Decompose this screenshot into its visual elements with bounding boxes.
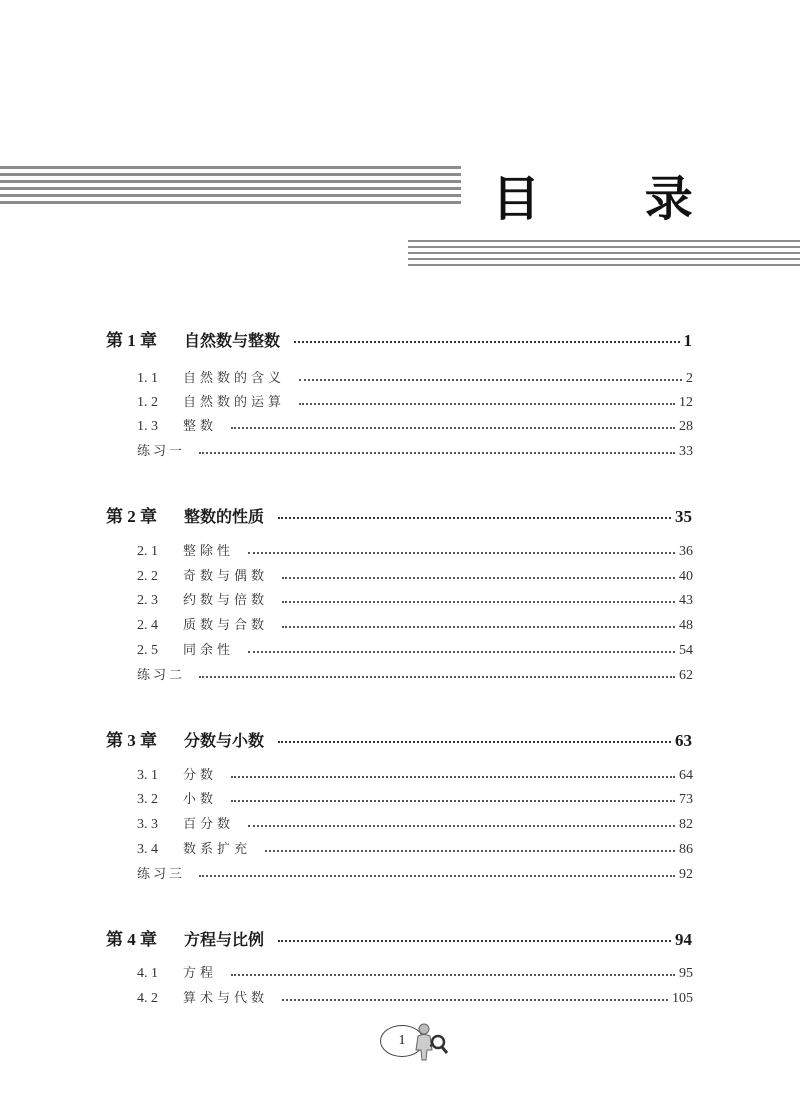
dot-leader	[278, 517, 671, 519]
toc-page-number: 36	[679, 544, 693, 559]
toc-entry-number: 第 1 章	[106, 331, 157, 350]
toc-chapter-row[interactable]	[106, 726, 692, 751]
toc-entry-number: 3. 3	[137, 817, 158, 832]
page-title: 目 录	[492, 171, 737, 227]
toc-entry-title: 方程	[183, 966, 218, 981]
dot-leader	[248, 552, 675, 554]
toc-page-number: 40	[679, 569, 693, 584]
toc-chapter-row[interactable]	[106, 326, 692, 351]
dot-leader	[248, 825, 675, 827]
toc-entry-number: 3. 2	[137, 792, 158, 807]
toc-entry-title: 自然数的含义	[183, 371, 286, 386]
toc-section-row[interactable]	[137, 962, 693, 982]
toc-entry-title: 练习三	[137, 867, 186, 882]
toc-entry-title: 分数	[183, 768, 218, 783]
toc-chapter-row[interactable]	[106, 925, 692, 950]
toc-entry-number: 1. 1	[137, 371, 158, 386]
toc-page-number: 28	[679, 419, 693, 434]
toc-page-number: 62	[679, 668, 693, 683]
toc-entry-title: 约数与倍数	[183, 593, 269, 608]
toc-entry-title: 练习一	[137, 444, 186, 459]
toc-page-number: 86	[679, 842, 693, 857]
toc-section-row[interactable]	[137, 614, 693, 634]
toc-page-number: 2	[686, 371, 693, 386]
toc-section-row[interactable]	[137, 813, 693, 833]
toc-section-row[interactable]	[137, 540, 693, 560]
toc-entry-number: 第 4 章	[106, 930, 157, 949]
toc-page-number: 82	[679, 817, 693, 832]
toc-page-number: 64	[679, 768, 693, 783]
toc-entry-title: 自然数与整数	[184, 331, 281, 350]
toc-entry-number: 4. 1	[137, 966, 158, 981]
toc-entry-number: 第 3 章	[106, 731, 157, 750]
dot-leader	[199, 875, 675, 877]
page-footer	[380, 1022, 450, 1062]
toc-section-row[interactable]	[137, 415, 693, 435]
decorative-lines-left	[0, 166, 461, 214]
toc-page-number: 43	[679, 593, 693, 608]
toc-entry-number: 3. 4	[137, 842, 158, 857]
toc-entry-number: 3. 1	[137, 768, 158, 783]
decorative-lines-right	[408, 240, 800, 270]
dot-leader	[282, 577, 675, 579]
toc-entry-number: 2. 1	[137, 544, 158, 559]
page-number: 1	[380, 1025, 424, 1057]
toc-section-row[interactable]	[137, 838, 693, 858]
toc-section-row[interactable]	[137, 565, 693, 585]
dot-leader	[265, 850, 675, 852]
toc-page-number: 48	[679, 618, 693, 633]
toc-entry-number: 1. 3	[137, 419, 158, 434]
toc-section-row[interactable]	[137, 391, 693, 411]
toc-page-number: 92	[679, 867, 693, 882]
toc-entry-title: 小数	[183, 792, 218, 807]
toc-page-number: 105	[672, 991, 693, 1006]
dot-leader	[199, 452, 675, 454]
dot-leader	[231, 800, 675, 802]
dot-leader	[248, 651, 675, 653]
toc-page-number: 1	[683, 331, 692, 350]
dot-leader	[199, 676, 675, 678]
toc-entry-title: 数系扩充	[183, 842, 252, 857]
toc-chapter-row[interactable]	[106, 502, 692, 527]
toc-entry-title: 算术与代数	[183, 991, 269, 1006]
toc-section-row[interactable]	[137, 589, 693, 609]
toc-entry-number: 2. 5	[137, 643, 158, 658]
toc-exercise-row[interactable]	[137, 664, 693, 684]
toc-page-number: 63	[675, 731, 692, 750]
dot-leader	[282, 999, 668, 1001]
toc-entry-title: 质数与合数	[183, 618, 269, 633]
dot-leader	[294, 341, 679, 343]
dot-leader	[231, 427, 675, 429]
toc-entry-number: 2. 2	[137, 569, 158, 584]
toc-page-number: 95	[679, 966, 693, 981]
toc-entry-title: 百分数	[183, 817, 235, 832]
toc-entry-number: 2. 4	[137, 618, 158, 633]
toc-page-number: 73	[679, 792, 693, 807]
person-with-magnifier-icon	[414, 1022, 448, 1062]
toc-entry-title: 自然数的运算	[183, 395, 286, 410]
toc-page-number: 12	[679, 395, 693, 410]
toc-entry-title: 整除性	[183, 544, 235, 559]
toc-entry-title: 整数的性质	[184, 507, 265, 526]
dot-leader	[278, 940, 671, 942]
toc-entry-title: 整数	[183, 419, 218, 434]
toc-entry-number: 第 2 章	[106, 507, 157, 526]
toc-section-row[interactable]	[137, 987, 693, 1007]
toc-page-number: 54	[679, 643, 693, 658]
dot-leader	[231, 974, 675, 976]
toc-section-row[interactable]	[137, 764, 693, 784]
toc-section-row[interactable]	[137, 367, 693, 387]
toc-entry-number: 1. 2	[137, 395, 158, 410]
toc-entry-title: 方程与比例	[184, 930, 265, 949]
toc-page-number: 94	[675, 930, 692, 949]
dot-leader	[231, 776, 675, 778]
dot-leader	[282, 601, 675, 603]
toc-entry-title: 奇数与偶数	[183, 569, 269, 584]
dot-leader	[278, 741, 671, 743]
toc-page-number: 35	[675, 507, 692, 526]
dot-leader	[299, 403, 675, 405]
toc-entry-title: 分数与小数	[184, 731, 265, 750]
toc-section-row[interactable]	[137, 788, 693, 808]
toc-entry-number: 4. 2	[137, 991, 158, 1006]
toc-section-row[interactable]	[137, 639, 693, 659]
toc-exercise-row[interactable]	[137, 440, 693, 460]
dot-leader	[282, 626, 675, 628]
toc-page-number: 33	[679, 444, 693, 459]
toc-entry-title: 同余性	[183, 643, 235, 658]
toc-entry-title: 练习二	[137, 668, 186, 683]
toc-exercise-row[interactable]	[137, 863, 693, 883]
toc-entry-number: 2. 3	[137, 593, 158, 608]
dot-leader	[299, 379, 682, 381]
